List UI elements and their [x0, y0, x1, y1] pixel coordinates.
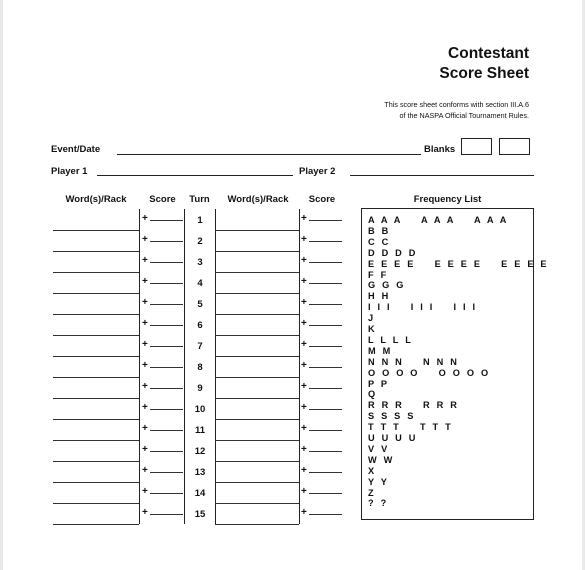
- frequency-row: G G G: [368, 280, 406, 291]
- words-rack-right-line[interactable]: [215, 461, 299, 462]
- score-right-field[interactable]: [309, 220, 342, 221]
- turn-number: 5: [197, 299, 203, 310]
- words-rack-left-line[interactable]: [53, 335, 139, 336]
- score-left-field[interactable]: [150, 514, 183, 515]
- score-left-field[interactable]: [150, 220, 183, 221]
- score-left-plus: +: [142, 444, 148, 455]
- score-left-plus: +: [142, 318, 148, 329]
- score-right-field[interactable]: [309, 451, 342, 452]
- turn-number: 14: [194, 488, 206, 499]
- frequency-row: D D D D: [368, 247, 418, 258]
- score-left-field[interactable]: [150, 262, 183, 263]
- grid-column-divider: [299, 209, 300, 524]
- words-rack-left-line[interactable]: [53, 419, 139, 420]
- frequency-row: W W: [368, 454, 395, 465]
- words-rack-right-line[interactable]: [215, 482, 299, 483]
- frequency-row: H H: [368, 291, 391, 302]
- score-left-field[interactable]: [150, 451, 183, 452]
- score-right-field[interactable]: [309, 262, 342, 263]
- score-right-plus: +: [301, 297, 307, 308]
- player2-label: Player 2: [299, 166, 336, 177]
- score-left-plus: +: [142, 486, 148, 497]
- score-left-field[interactable]: [150, 472, 183, 473]
- score-left-field[interactable]: [150, 409, 183, 410]
- score-left-plus: +: [142, 276, 148, 287]
- player1-field[interactable]: [97, 175, 293, 176]
- words-rack-left-line[interactable]: [53, 272, 139, 273]
- turn-number: 10: [194, 404, 206, 415]
- blank-box-2[interactable]: [499, 138, 530, 155]
- frequency-row: V V: [368, 443, 390, 454]
- rules-note: [384, 100, 529, 121]
- score-right-plus: +: [301, 255, 307, 266]
- event-date-label: Event/Date: [51, 144, 101, 155]
- turn-number: 13: [194, 467, 206, 478]
- score-right-field[interactable]: [309, 472, 342, 473]
- words-rack-right-line[interactable]: [215, 272, 299, 273]
- score-right-plus: +: [301, 276, 307, 287]
- turn-number: 7: [197, 341, 203, 352]
- words-rack-left-line[interactable]: [53, 461, 139, 462]
- score-right-field[interactable]: [309, 430, 342, 431]
- turn-number: 2: [197, 236, 203, 247]
- words-rack-right-line[interactable]: [215, 398, 299, 399]
- score-left-field[interactable]: [150, 283, 183, 284]
- frequency-list-title: Frequency List: [413, 194, 482, 205]
- words-rack-left-line[interactable]: [53, 377, 139, 378]
- score-right-field[interactable]: [309, 388, 342, 389]
- frequency-row: M M: [368, 345, 393, 356]
- title-line-2: Score Sheet: [439, 65, 529, 82]
- words-rack-right-line[interactable]: [215, 356, 299, 357]
- score-left-field[interactable]: [150, 430, 183, 431]
- turn-number: 8: [197, 362, 203, 373]
- words-rack-right-line[interactable]: [215, 230, 299, 231]
- score-left-field[interactable]: [150, 325, 183, 326]
- header-score-right: Score: [308, 194, 336, 205]
- score-right-field[interactable]: [309, 514, 342, 515]
- words-rack-left-line[interactable]: [53, 356, 139, 357]
- score-left-plus: +: [142, 402, 148, 413]
- score-left-plus: +: [142, 381, 148, 392]
- words-rack-left-line[interactable]: [53, 440, 139, 441]
- frequency-row: K: [368, 324, 377, 334]
- rules-note-line-1: This score sheet conforms with section III.A.6: [384, 100, 529, 109]
- turn-number: 1: [197, 215, 203, 226]
- words-rack-right-line[interactable]: [215, 314, 299, 315]
- score-left-plus: +: [142, 507, 148, 518]
- turn-number: 12: [194, 446, 206, 457]
- words-rack-left-line[interactable]: [53, 503, 139, 504]
- score-right-plus: +: [301, 318, 307, 329]
- player2-field[interactable]: [350, 175, 534, 176]
- frequency-row: X: [368, 465, 377, 476]
- score-right-plus: +: [301, 444, 307, 455]
- grid-column-divider: [215, 209, 216, 524]
- player1-label: Player 1: [51, 166, 88, 177]
- score-right-field[interactable]: [309, 493, 342, 494]
- score-right-plus: +: [301, 402, 307, 413]
- frequency-row: Q: [368, 389, 378, 400]
- words-rack-right-line[interactable]: [215, 524, 299, 525]
- score-right-plus: +: [301, 465, 307, 476]
- score-right-plus: +: [301, 339, 307, 350]
- frequency-row: O O O O O O O O: [368, 367, 491, 378]
- turn-number: 15: [194, 509, 206, 520]
- words-rack-right-line[interactable]: [215, 440, 299, 441]
- score-right-field[interactable]: [309, 283, 342, 284]
- turn-number: 11: [194, 425, 206, 436]
- score-left-plus: +: [142, 213, 148, 224]
- frequency-row: Y Y: [368, 476, 390, 487]
- words-rack-right-line[interactable]: [215, 293, 299, 294]
- words-rack-right-line[interactable]: [215, 377, 299, 378]
- words-rack-right-line[interactable]: [215, 503, 299, 504]
- frequency-row: F F: [368, 269, 389, 280]
- turn-number: 3: [197, 257, 203, 268]
- words-rack-left-line[interactable]: [53, 314, 139, 315]
- header-words-rack-left: Word(s)/Rack: [65, 194, 127, 205]
- score-right-field[interactable]: [309, 241, 342, 242]
- score-right-field[interactable]: [309, 367, 342, 368]
- words-rack-right-line[interactable]: [215, 419, 299, 420]
- score-right-plus: +: [301, 360, 307, 371]
- blanks-label: Blanks: [424, 144, 456, 155]
- words-rack-left-line[interactable]: [53, 251, 139, 252]
- frequency-row: N N N N N N: [368, 356, 460, 367]
- score-left-field[interactable]: [150, 367, 183, 368]
- frequency-row: ? ?: [368, 498, 389, 509]
- score-left-field[interactable]: [150, 346, 183, 347]
- score-right-plus: +: [301, 423, 307, 434]
- turn-number: 9: [197, 383, 203, 394]
- header-turn: Turn: [189, 194, 210, 205]
- score-right-plus: +: [301, 507, 307, 518]
- turn-number: 4: [197, 278, 203, 289]
- event-date-field[interactable]: [117, 154, 421, 155]
- frequency-row: S S S S: [368, 411, 416, 422]
- frequency-row: C C: [368, 236, 391, 247]
- frequency-row: J: [368, 313, 376, 324]
- score-left-plus: +: [142, 465, 148, 476]
- words-rack-right-line[interactable]: [215, 251, 299, 252]
- score-left-plus: +: [142, 255, 148, 266]
- frequency-row: E E E E E E E E E E E E: [368, 258, 549, 269]
- blank-box-1[interactable]: [461, 138, 492, 155]
- words-rack-left-line[interactable]: [53, 482, 139, 483]
- score-right-plus: +: [301, 381, 307, 392]
- score-right-plus: +: [301, 486, 307, 497]
- score-left-plus: +: [142, 339, 148, 350]
- frequency-row: P P: [368, 378, 390, 389]
- words-rack-left-line[interactable]: [53, 293, 139, 294]
- score-left-field[interactable]: [150, 388, 183, 389]
- words-rack-left-line[interactable]: [53, 524, 139, 525]
- frequency-row: A A A A A A A A A: [368, 215, 509, 225]
- title-line-1: Contestant: [448, 45, 529, 62]
- score-right-field[interactable]: [309, 409, 342, 410]
- score-left-plus: +: [142, 423, 148, 434]
- header-score-left: Score: [149, 194, 176, 205]
- score-left-plus: +: [142, 234, 148, 245]
- score-left-field[interactable]: [150, 493, 183, 494]
- words-rack-right-line[interactable]: [215, 335, 299, 336]
- words-rack-left-line[interactable]: [53, 230, 139, 231]
- grid-column-divider: [184, 209, 185, 524]
- score-right-field[interactable]: [309, 304, 342, 305]
- score-right-plus: +: [301, 213, 307, 224]
- score-right-field[interactable]: [309, 325, 342, 326]
- frequency-row: U U U U: [368, 433, 418, 443]
- frequency-row: I I I I I I I I I: [368, 302, 478, 313]
- words-rack-left-line[interactable]: [53, 398, 139, 399]
- score-sheet-page: [3, 0, 582, 570]
- score-left-field[interactable]: [150, 241, 183, 242]
- score-right-field[interactable]: [309, 346, 342, 347]
- turn-number: 6: [197, 320, 203, 331]
- grid-column-divider: [139, 209, 140, 524]
- header-words-rack-right: Word(s)/Rack: [227, 194, 289, 205]
- frequency-row: R R R R R R: [368, 400, 460, 411]
- frequency-row: Z: [368, 487, 376, 498]
- score-left-plus: +: [142, 360, 148, 371]
- frequency-row: T T T T T T: [368, 422, 453, 433]
- rules-note-line-2: of the NASPA Official Tournament Rules.: [399, 110, 529, 120]
- frequency-row: B B: [368, 225, 391, 236]
- sheet-title: [439, 44, 529, 84]
- score-left-plus: +: [142, 297, 148, 308]
- score-right-plus: +: [301, 234, 307, 245]
- score-left-field[interactable]: [150, 304, 183, 305]
- frequency-row: L L L L: [368, 334, 414, 345]
